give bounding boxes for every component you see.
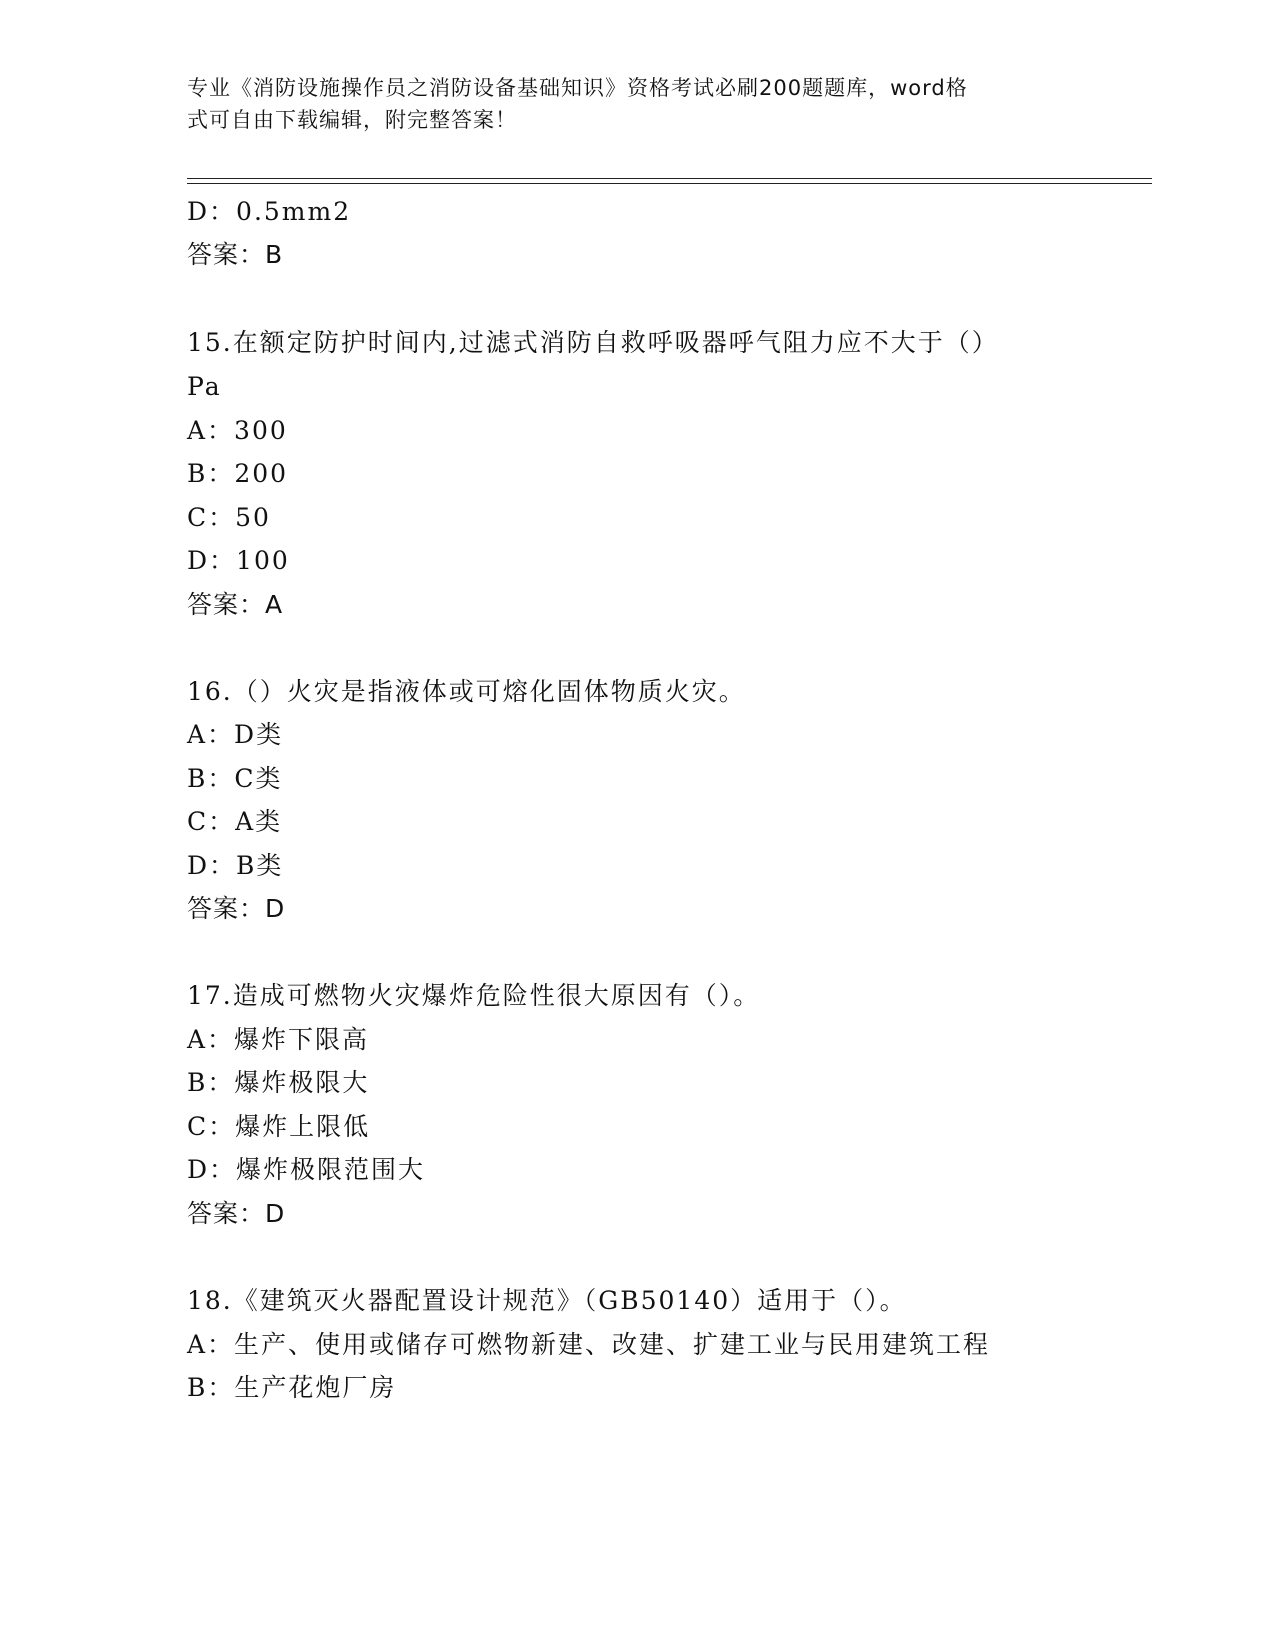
q18-option-a: A：生产、使用或储存可燃物新建、改建、扩建工业与民用建筑工程 — [187, 1330, 991, 1359]
q15-option-d: D：100 — [187, 546, 290, 575]
q16-option-a: A：D类 — [187, 720, 284, 749]
q17-option-c: C：爆炸上限低 — [187, 1112, 371, 1141]
header-divider-top — [187, 178, 1152, 179]
q17-stem: 17.造成可燃物火灾爆炸危险性很大原因有（）。 — [187, 981, 761, 1010]
q15-answer: 答案：A — [187, 590, 284, 619]
q17-option-b: B：爆炸极限大 — [187, 1068, 370, 1097]
document-header — [187, 72, 1087, 136]
q15-option-a: A：300 — [187, 416, 288, 445]
q16-option-d: D：B类 — [187, 851, 284, 880]
q17-answer: 答案：D — [187, 1199, 286, 1228]
q15-stem-line-2: Pa — [187, 372, 222, 401]
q14-answer: 答案：B — [187, 240, 284, 269]
q16-answer: 答案：D — [187, 894, 286, 923]
q15-stem-line-1: 15.在额定防护时间内,过滤式消防自救呼吸器呼气阻力应不大于（） — [187, 328, 999, 357]
q16-option-b: B：C类 — [187, 764, 283, 793]
q16-stem: 16.（）火灾是指液体或可熔化固体物质火灾。 — [187, 677, 746, 706]
q17-option-d: D：爆炸极限范围大 — [187, 1155, 426, 1184]
q16-option-c: C：A类 — [187, 807, 283, 836]
q18-stem: 18.《建筑灭火器配置设计规范》（GB50140）适用于（）。 — [187, 1286, 907, 1315]
header-line-1: 专业《消防设施操作员之消防设备基础知识》资格考试必刷200题题库，word格 — [187, 76, 968, 100]
header-line-2: 式可自由下载编辑，附完整答案！ — [187, 108, 517, 132]
q15-option-c: C：50 — [187, 503, 271, 532]
header-divider-bottom — [187, 183, 1152, 184]
q14-option-d: D：0.5mm2 — [187, 197, 352, 226]
q15-option-b: B：200 — [187, 459, 289, 488]
q17-option-a: A：爆炸下限高 — [187, 1025, 370, 1054]
q18-option-b: B：生产花炮厂房 — [187, 1373, 397, 1402]
